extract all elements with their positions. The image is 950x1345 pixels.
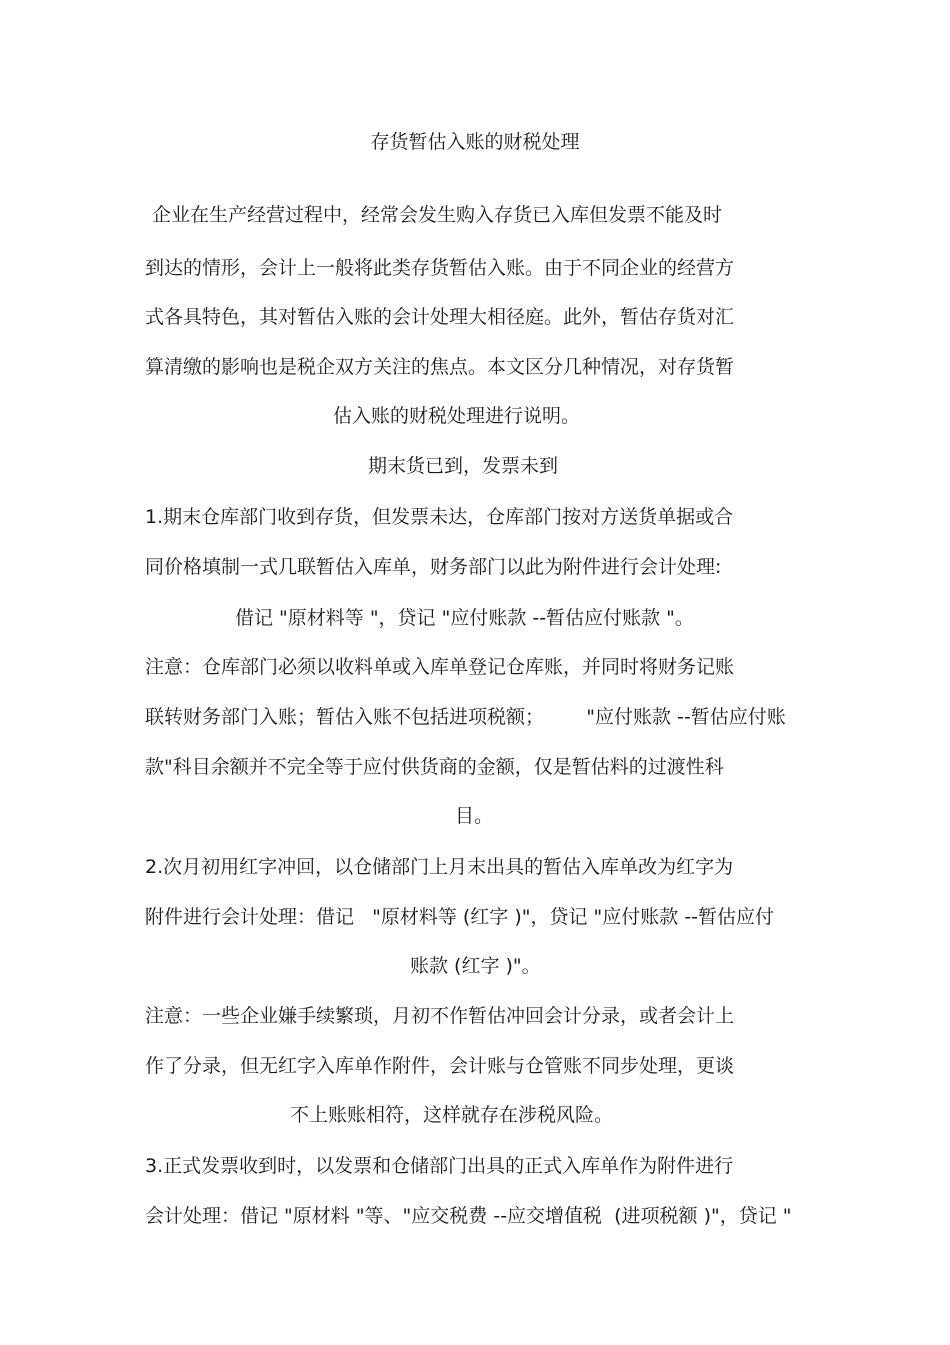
note-line: 联转财务部门入账；暂估入账不包括进项税额； "应付账款 --暂估应付账 xyxy=(145,706,786,728)
section-heading: 期末货已到，发票未到 xyxy=(368,455,559,477)
paragraph-line: 同价格填制一式几联暂估入库单，财务部门以此为附件进行会计处理: xyxy=(145,556,722,578)
note-line: 款"科目余额并不完全等于应付供货商的金额，仅是暂估料的过渡性科 xyxy=(145,756,724,778)
journal-entry-line: 借记 "原材料等 "，贷记 "应付账款 --暂估应付账款 "。 xyxy=(235,607,694,629)
paragraph-line: 式各具特色，其对暂估入账的会计处理大相径庭。此外，暂估存货对汇 xyxy=(145,306,735,328)
note-line: 注意：仓库部门必须以收料单或入库单登记仓库账，并同时将财务记账 xyxy=(145,656,735,678)
paragraph-line: 到达的情形，会计上一般将此类存货暂估入账。由于不同企业的经营方 xyxy=(145,257,735,279)
paragraph-line: 企业在生产经营过程中，经常会发生购入存货已入库但发票不能及时 xyxy=(152,204,723,226)
note-line: 注意：一些企业嫌手续繁琐，月初不作暂估冲回会计分录，或者会计上 xyxy=(145,1005,735,1027)
document-title: 存货暂估入账的财税处理 xyxy=(370,131,580,153)
paragraph-line: 2.次月初用红字冲回，以仓储部门上月末出具的暂估入库单改为红字为 xyxy=(145,856,734,878)
paragraph-line: 3.正式发票收到时，以发票和仓储部门出具的正式入库单作为附件进行 xyxy=(145,1155,734,1177)
paragraph-line: 估入账的财税处理进行说明。 xyxy=(333,405,581,427)
note-line: 目。 xyxy=(455,805,494,827)
note-line: 作了分录，但无红字入库单作附件，会计账与仓管账不同步处理，更谈 xyxy=(145,1055,735,1077)
paragraph-line: 算清缴的影响也是税企双方关注的焦点。本文区分几种情况，对存货暂 xyxy=(145,356,735,378)
paragraph-line: 会计处理：借记 "原材料 "等、"应交税费 --应交增值税 (进项税额 )"，贷记 " xyxy=(145,1205,792,1227)
paragraph-line: 账款 (红字 )"。 xyxy=(410,955,541,977)
paragraph-line: 1.期末仓库部门收到存货，但发票未达，仓库部门按对方送货单据或合 xyxy=(145,506,734,528)
note-line: 不上账账相符，这样就存在涉税风险。 xyxy=(290,1104,614,1126)
paragraph-line: 附件进行会计处理：借记 "原材料等 (红字 )"，贷记 "应付账款 --暂估应付 xyxy=(145,906,775,928)
